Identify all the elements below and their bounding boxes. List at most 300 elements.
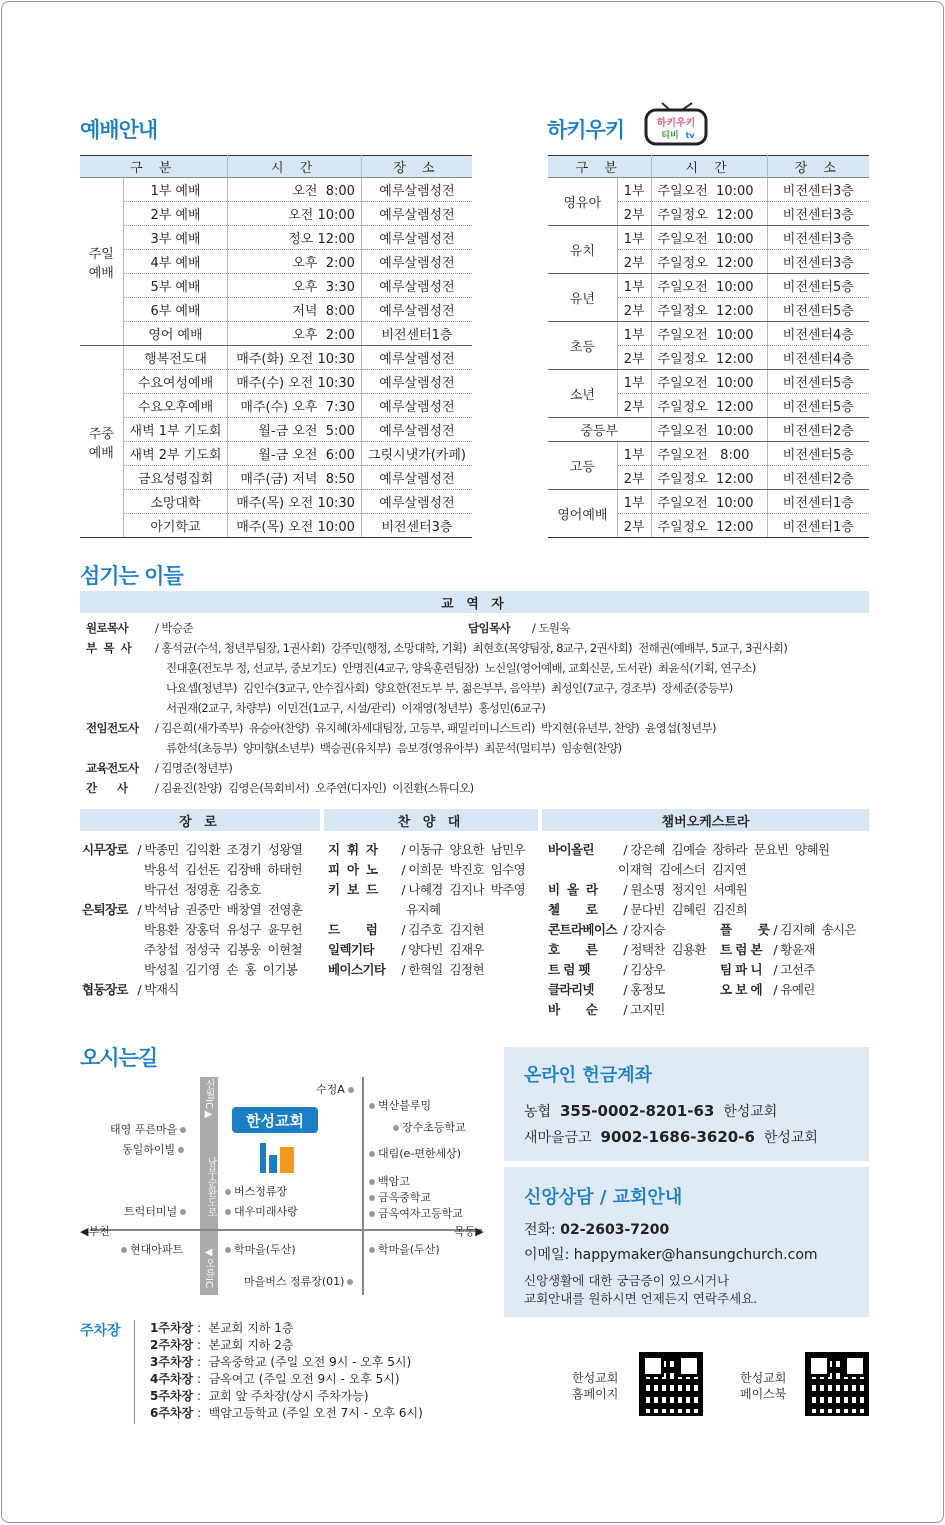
- service-name: 수요오후예배: [123, 394, 228, 418]
- session-time: 주일정오 12:00: [651, 250, 767, 274]
- staff-line: [328, 920, 484, 938]
- session-time: 주일정오 12:00: [651, 346, 767, 370]
- parking-item: [150, 1388, 423, 1405]
- table-row: [548, 226, 869, 250]
- service-place: 예루살렘성전: [361, 466, 472, 490]
- worship-title: 예배안내: [80, 118, 158, 142]
- service-time: 매주(목) 오전 10:00: [228, 514, 361, 538]
- map-label-right-1: 벽산블루밍: [366, 1097, 431, 1113]
- session-number: 1부: [617, 490, 651, 514]
- table-row: [80, 442, 472, 466]
- staff-line: [548, 940, 706, 958]
- role-names: / 박재식: [134, 982, 179, 997]
- service-place: 비전센터3층: [361, 514, 472, 538]
- group-label: 유년: [548, 274, 617, 322]
- session-time: 주일오전 10:00: [651, 490, 767, 514]
- service-time: 오후 2:00: [228, 250, 361, 274]
- table-row: [548, 442, 869, 466]
- role-names: 박성칠 김기영 손 홍 이기봉: [144, 962, 298, 977]
- parking-lot-name: 5주차장: [150, 1389, 194, 1403]
- map-label-right-7: 학마을(두산): [366, 1241, 440, 1257]
- offering-account-1: 농협 355-0002-8201-63 한성교회: [524, 1102, 778, 1120]
- role-names: / 고지민: [620, 1002, 665, 1017]
- parking-lot-name: 4주차장: [150, 1372, 194, 1386]
- qr-homepage-label: 한성교회 홈페이지: [572, 1371, 619, 1401]
- table-row: [80, 322, 472, 346]
- parking-item: [150, 1320, 423, 1337]
- consult-note-2: 교회안내를 원하시면 언제든지 연락주세요.: [524, 1291, 758, 1306]
- offering-box: [504, 1047, 869, 1161]
- table-row: [80, 274, 472, 298]
- staff-line: [82, 840, 302, 858]
- session-time: 주일오전 10:00: [651, 274, 767, 298]
- role-names: / 원소명 정지인 서예원: [620, 882, 748, 897]
- session-number: 1부: [617, 178, 651, 202]
- parking-list: [150, 1320, 423, 1422]
- staff-line: [86, 640, 866, 656]
- session-place: 비전센터3층: [767, 226, 869, 250]
- role-label: 오 보 에: [720, 982, 762, 997]
- map-label-left-1: 동일하이빌: [122, 1141, 187, 1157]
- homepage-qr-icon[interactable]: [639, 1352, 703, 1416]
- service-name: 4부 예배: [123, 250, 228, 274]
- service-place: 그릿시냇가(카페): [361, 442, 472, 466]
- elder-header: 장 로: [80, 809, 320, 831]
- role-label: 간 사: [86, 781, 128, 795]
- role-names: / 양다빈 김재우: [398, 942, 484, 957]
- col-header: 장 소: [767, 156, 869, 178]
- service-place: 예루살렘성전: [361, 202, 472, 226]
- staff-line: [166, 660, 866, 676]
- table-row: [80, 178, 472, 202]
- role-label: 콘트라베이스: [548, 922, 617, 937]
- service-name: 1부 예배: [123, 178, 228, 202]
- service-name: 수요여성예배: [123, 370, 228, 394]
- staff-line: [144, 920, 302, 938]
- staff-line: [720, 980, 815, 998]
- session-number: 2부: [617, 298, 651, 322]
- worship-table: [80, 155, 472, 538]
- role-label: 은퇴장로: [82, 902, 128, 917]
- role-label: 첼 로: [548, 902, 598, 917]
- session-time: 주일오전 10:00: [651, 178, 767, 202]
- role-names: / 김윤진(찬양) 김영은(목회비서) 오주연(디자인) 이진환(스튜디오): [152, 781, 474, 795]
- role-names: 나요셉(청년부) 김인수(3교구, 안수집사회) 양요한(전도부 부, 젊은부부, 음악부) 최성인(7교구, 경조부) 장세준(중등부): [166, 681, 733, 695]
- service-place: 예루살렘성전: [361, 370, 472, 394]
- service-name: 5부 예배: [123, 274, 228, 298]
- parking-lot-name: 2주차장: [150, 1338, 194, 1352]
- choir-header: 찬 양 대: [324, 809, 538, 831]
- session-number: 2부: [617, 202, 651, 226]
- session-place: 비전센터4층: [767, 322, 869, 346]
- role-names: / 나혜경 김지나 박주영: [398, 882, 526, 897]
- staff-line: [720, 960, 815, 978]
- table-row: [80, 202, 472, 226]
- role-names: / 홍정모: [620, 982, 665, 997]
- staff-line: [328, 840, 525, 858]
- map-label-center-0: 버스정류장: [222, 1183, 287, 1199]
- group-label: 주일 예배: [80, 178, 123, 346]
- role-label: 베이스기타: [328, 962, 386, 977]
- svg-text:티비: 티비: [661, 131, 679, 141]
- role-names: 박규선 정영훈 김충호: [144, 882, 261, 897]
- staff-line: [618, 860, 746, 878]
- parking-item: [150, 1371, 423, 1388]
- service-name: 소망대학: [123, 490, 228, 514]
- session-number: 1부: [617, 370, 651, 394]
- service-time: 월-금 오전 5:00: [228, 418, 361, 442]
- service-time: 월-금 오전 6:00: [228, 442, 361, 466]
- group-label: 초등: [548, 322, 617, 370]
- session-number: 2부: [617, 514, 651, 538]
- session-number: 1부: [617, 274, 651, 298]
- session-time: 주일오전 10:00: [651, 418, 767, 442]
- table-row: [548, 178, 869, 202]
- session-time: 주일정오 12:00: [651, 202, 767, 226]
- service-name: 새벽 2부 기도회: [123, 442, 228, 466]
- table-row: [80, 394, 472, 418]
- role-names: / 박종민 김익환 조경기 성왕열: [134, 842, 303, 857]
- table-row: [548, 490, 869, 514]
- role-label: 부 목 사: [86, 641, 132, 655]
- staff-line: [406, 900, 440, 918]
- location-map: [80, 1077, 490, 1297]
- session-place: 비전센터3층: [767, 250, 869, 274]
- role-label: 바 순: [548, 1002, 598, 1017]
- service-name: 6부 예배: [123, 298, 228, 322]
- map-label-right-5: 금옥중학교: [366, 1189, 431, 1205]
- role-label: 교육전도사: [86, 761, 139, 775]
- group-label: 영유아: [548, 178, 617, 226]
- staff-line: [328, 940, 484, 958]
- directions-title: 오시는길: [80, 1046, 158, 1070]
- role-names: / 김명준(청년부): [152, 761, 233, 775]
- staff-line: [720, 920, 856, 938]
- service-time: 정오 12:00: [228, 226, 361, 250]
- staff-line: [548, 840, 829, 858]
- col-header: 구 분: [80, 156, 228, 178]
- staff-line: [166, 700, 866, 716]
- staff-line: [548, 980, 665, 998]
- session-place: 비전센터1층: [767, 514, 869, 538]
- table-row: [80, 418, 472, 442]
- group-label: 주중 예배: [80, 346, 123, 538]
- role-names: / 고선주: [770, 962, 815, 977]
- session-number: 2부: [617, 466, 651, 490]
- service-time: 오전 10:00: [228, 202, 361, 226]
- service-time: 매주(목) 오전 10:30: [228, 490, 361, 514]
- parking-lot-desc: : 백암고등학교 (주일 오전 7시 - 오후 6시): [193, 1406, 423, 1420]
- map-label-center-3: 마을버스 정류장(01): [244, 1273, 356, 1289]
- session-time: 주일정오 12:00: [651, 514, 767, 538]
- service-place: 예루살렘성전: [361, 298, 472, 322]
- map-label-left-2: 트럭터미널: [124, 1203, 189, 1219]
- staff-line: [144, 960, 297, 978]
- role-label: 피 아 노: [328, 862, 378, 877]
- role-label: 전임전도사: [86, 721, 139, 735]
- service-name: 행복전도대: [123, 346, 228, 370]
- service-place: 예루살렘성전: [361, 274, 472, 298]
- parking-item: [150, 1337, 423, 1354]
- table-row: [80, 250, 472, 274]
- table-row: [548, 370, 869, 394]
- session-number: 2부: [617, 394, 651, 418]
- role-label: 담임목사: [468, 621, 511, 635]
- facebook-qr-icon[interactable]: [805, 1352, 869, 1416]
- staff-line: [82, 980, 179, 998]
- parking-divider: [134, 1320, 135, 1424]
- role-label: 키 보 드: [328, 882, 378, 897]
- parking-item: [150, 1405, 423, 1422]
- service-place: 예루살렘성전: [361, 250, 472, 274]
- col-header: 시 간: [651, 156, 767, 178]
- session-place: 비전센터3층: [767, 202, 869, 226]
- service-place: 비전센터1층: [361, 322, 472, 346]
- road-name: 남부순환도로: [205, 1157, 216, 1217]
- session-place: 비전센터2층: [767, 418, 869, 442]
- group-label: 중등부: [548, 418, 651, 442]
- session-place: 비전센터3층: [767, 178, 869, 202]
- service-place: 예루살렘성전: [361, 490, 472, 514]
- role-names: / 김은희(새가족부) 유승아(찬양) 유지혜(차세대팀장, 고등부, 패밀리미니스트리) 박지현(유년부, 찬양) 윤영섭(청년부): [152, 721, 716, 735]
- role-label: 클라리넷: [548, 982, 594, 997]
- consult-title: 신앙상담 / 교회안내: [524, 1187, 683, 1208]
- map-label-left-3: 현대아파트: [118, 1241, 183, 1257]
- map-label-right-6: 금옥여자고등학교: [366, 1205, 463, 1221]
- parking-lot-desc: : 금옥여고 (주일 오전 9시 - 오후 5시): [193, 1372, 400, 1386]
- service-name: 영어 예배: [123, 322, 228, 346]
- minister-header: 교 역 자: [80, 591, 869, 613]
- role-label: 트 럼 펫: [548, 962, 590, 977]
- role-label: 시무장로: [82, 842, 128, 857]
- role-names: 류한석(초등부) 양미향(소년부) 백승권(유치부) 음보경(영유아부) 최문석(멀티부) 임송현(찬양): [166, 741, 622, 755]
- session-number: 2부: [617, 250, 651, 274]
- role-names: 박용석 김선돈 김장배 하태헌: [144, 862, 302, 877]
- group-label: 유치: [548, 226, 617, 274]
- staff-line: [144, 940, 302, 958]
- staff-line: [86, 720, 866, 736]
- staff-line: [144, 860, 302, 878]
- role-label: 협동장로: [82, 982, 128, 997]
- role-label: 호 른: [548, 942, 598, 957]
- role-names: / 강은혜 김예슬 장하라 문요빈 양혜원: [620, 842, 830, 857]
- parking-lot-desc: : 금옥중학교 (주일 오전 9시 - 오후 5시): [193, 1355, 412, 1369]
- role-label: 원로목사: [86, 621, 129, 635]
- service-place: 예루살렘성전: [361, 394, 472, 418]
- role-names: / 정택찬 김용환: [620, 942, 706, 957]
- hakiwoki-title: 하키우키: [547, 118, 625, 142]
- role-names: 서권재(2교구, 차량부) 이민건(1교구, 시설/관리) 이재영(청년부) 홍성민(6교구): [166, 701, 546, 715]
- bulletin-page: [1, 1, 944, 1523]
- staff-line: [720, 940, 815, 958]
- session-number: 1부: [617, 226, 651, 250]
- session-number: 2부: [617, 346, 651, 370]
- staff-line: [548, 1000, 665, 1018]
- service-name: 새벽 1부 기도회: [123, 418, 228, 442]
- session-time: 주일오전 8:00: [651, 442, 767, 466]
- role-label: 비 올 라: [548, 882, 598, 897]
- staff-line: [328, 960, 484, 978]
- session-place: 비전센터5층: [767, 298, 869, 322]
- map-label-left-0: 태영 푸른마을: [110, 1121, 189, 1137]
- consult-note-1: 신앙생활에 대한 궁금증이 있으시거나: [524, 1273, 730, 1288]
- hakiwoki-logo: [642, 102, 710, 148]
- role-names: 진대훈(전도부 정, 선교부, 중보기도) 안명진(4교구, 양육훈련팀장) 노신일(영어예배, 교회신문, 도서관) 최윤식(기획, 연구소): [166, 661, 756, 675]
- role-names: / 이동규 양요한 남민우: [398, 842, 526, 857]
- church-marker: 한성교회: [232, 1107, 318, 1133]
- session-time: 주일오전 10:00: [651, 370, 767, 394]
- session-place: 비전센터4층: [767, 346, 869, 370]
- svg-text:하키우키: 하키우키: [656, 118, 696, 129]
- parking-lot-name: 1주차장: [150, 1321, 194, 1335]
- role-label: 바이올린: [548, 842, 594, 857]
- role-label: 팀 파 니: [720, 962, 762, 977]
- ic-bottom-label: ◀오류IC: [203, 1247, 214, 1288]
- role-label: 플 룻: [720, 922, 770, 937]
- table-row: [80, 514, 472, 538]
- role-names: / 홍석균(수석, 청년부팀장, 1권사회) 강주민(행정, 소망대학, 기획) 최현호(목양팀장, 8교구, 2권사회) 전해권(예배부, 5교구, 3권사회): [152, 641, 788, 655]
- map-label-right-2: 장수초등학교: [390, 1119, 466, 1135]
- table-row: [80, 298, 472, 322]
- parking-item: [150, 1354, 423, 1371]
- left-direction: ◀부천: [80, 1225, 110, 1238]
- parking-lot-name: 6주차장: [150, 1406, 194, 1420]
- session-number: 1부: [617, 442, 651, 466]
- table-row: [80, 370, 472, 394]
- ic-top-label: 신월IC▶: [203, 1079, 214, 1120]
- role-names: 이재혁 김에스더 김지연: [618, 862, 747, 877]
- role-label: 트 럼 본: [720, 942, 762, 957]
- group-label: 영어예배: [548, 490, 617, 538]
- table-row: [548, 322, 869, 346]
- role-label: 지 휘 자: [328, 842, 378, 857]
- col-header: 시 간: [228, 156, 361, 178]
- service-place: 예루살렘성전: [361, 418, 472, 442]
- service-time: 저녁 8:00: [228, 298, 361, 322]
- parking-title: 주차장: [80, 1323, 121, 1339]
- road-vertical-right: [362, 1077, 364, 1295]
- group-label: 고등: [548, 442, 617, 490]
- role-names: / 한혁일 김정현: [398, 962, 484, 977]
- staff-line: [328, 880, 525, 898]
- staff-line: [166, 680, 866, 696]
- role-names: 유지혜: [406, 902, 441, 917]
- role-label: 일렉기타: [328, 942, 374, 957]
- map-label-right-4: 백암고: [366, 1173, 410, 1189]
- table-row: [80, 490, 472, 514]
- session-number: 1부: [617, 322, 651, 346]
- staff-line: [548, 960, 665, 978]
- role-names: / 김지혜 송시은: [770, 922, 856, 937]
- servers-title: 섬기는 이들: [80, 564, 183, 588]
- consult-box: [504, 1167, 869, 1317]
- session-place: 비전센터1층: [767, 490, 869, 514]
- staff-line: [328, 860, 525, 878]
- consult-email: 이메일: happymaker@hansungchurch.com: [524, 1247, 818, 1263]
- tv-logo-icon: [642, 102, 710, 148]
- table-row: [80, 346, 472, 370]
- map-label-right-3: 대림(e-편한세상): [366, 1145, 461, 1161]
- col-header: 구 분: [548, 156, 651, 178]
- session-place: 비전센터5층: [767, 274, 869, 298]
- service-time: 매주(화) 오전 10:30: [228, 346, 361, 370]
- service-time: 오후 3:30: [228, 274, 361, 298]
- table-row: [548, 418, 869, 442]
- service-place: 예루살렘성전: [361, 346, 472, 370]
- service-name: 아기학교: [123, 514, 228, 538]
- session-time: 주일정오 12:00: [651, 466, 767, 490]
- session-time: 주일오전 10:00: [651, 226, 767, 250]
- map-label-right-0: 수정A: [316, 1081, 357, 1097]
- parking-lot-name: 3주차장: [150, 1355, 194, 1369]
- service-time: 매주(금) 저녁 8:50: [228, 466, 361, 490]
- table-row: [80, 466, 472, 490]
- right-direction: 목동▶: [454, 1225, 484, 1238]
- service-name: 3부 예배: [123, 226, 228, 250]
- offering-title: 온라인 헌금계좌: [524, 1065, 652, 1086]
- parking-lot-desc: : 본교회 지하 1층: [193, 1321, 294, 1335]
- offering-account-2: 새마을금고 9002-1686-3620-6 한성교회: [524, 1128, 818, 1146]
- map-label-center-1: 대우미래사랑: [222, 1203, 298, 1219]
- staff-line: [548, 920, 665, 938]
- staff-line: [86, 760, 866, 776]
- table-row: [548, 274, 869, 298]
- service-place: 예루살렘성전: [361, 226, 472, 250]
- role-names: / 이희문 박진호 임수영: [398, 862, 526, 877]
- consult-phone: 전화: 02-2603-7200: [524, 1222, 670, 1238]
- role-names: / 도원욱: [532, 621, 570, 635]
- role-names: 주창섭 정성국 김봉웅 이현철: [144, 942, 302, 957]
- role-names: / 황윤재: [770, 942, 815, 957]
- service-name: 금요성령집회: [123, 466, 228, 490]
- role-names: / 유예린: [770, 982, 815, 997]
- parking-lot-desc: : 교회 앞 주차장(상시 주차가능): [193, 1389, 369, 1403]
- role-names: / 문다빈 김혜린 김진희: [620, 902, 748, 917]
- session-place: 비전센터2층: [767, 466, 869, 490]
- svg-text:tv: tv: [685, 131, 695, 140]
- session-time: 주일오전 10:00: [651, 322, 767, 346]
- staff-line: [144, 880, 261, 898]
- service-time: 오후 2:00: [228, 322, 361, 346]
- staff-line: [86, 620, 866, 636]
- role-names: / 박석남 권중만 배창열 전영훈: [134, 902, 303, 917]
- qr-facebook-label: 한성교회 페이스북: [740, 1371, 787, 1401]
- orchestra-header: 챔버오케스트라: [542, 809, 869, 831]
- road-horizontal: [90, 1229, 482, 1231]
- session-place: 비전센터5층: [767, 394, 869, 418]
- hakiwoki-table: [548, 155, 869, 538]
- group-label: 소년: [548, 370, 617, 418]
- role-names: / 강지승: [620, 922, 665, 937]
- staff-line: [166, 740, 866, 756]
- session-time: 주일정오 12:00: [651, 298, 767, 322]
- parking-lot-desc: : 본교회 지하 2층: [193, 1338, 294, 1352]
- church-logo-icon: [260, 1143, 294, 1173]
- staff-line: [82, 900, 302, 918]
- service-time: 매주(수) 오후 7:30: [228, 394, 361, 418]
- staff-line: [548, 880, 747, 898]
- service-name: 2부 예배: [123, 202, 228, 226]
- staff-line: [548, 900, 747, 918]
- role-names: / 김상우: [620, 962, 665, 977]
- map-label-center-2: 학마을(두산): [222, 1241, 296, 1257]
- role-names: / 김주호 김지현: [398, 922, 484, 937]
- staff-line: [86, 780, 866, 796]
- role-names: 박용환 장홍덕 유성구 윤무헌: [144, 922, 302, 937]
- table-row: [80, 226, 472, 250]
- role-label: 드 럼: [328, 922, 378, 937]
- service-place: 예루살렘성전: [361, 178, 472, 202]
